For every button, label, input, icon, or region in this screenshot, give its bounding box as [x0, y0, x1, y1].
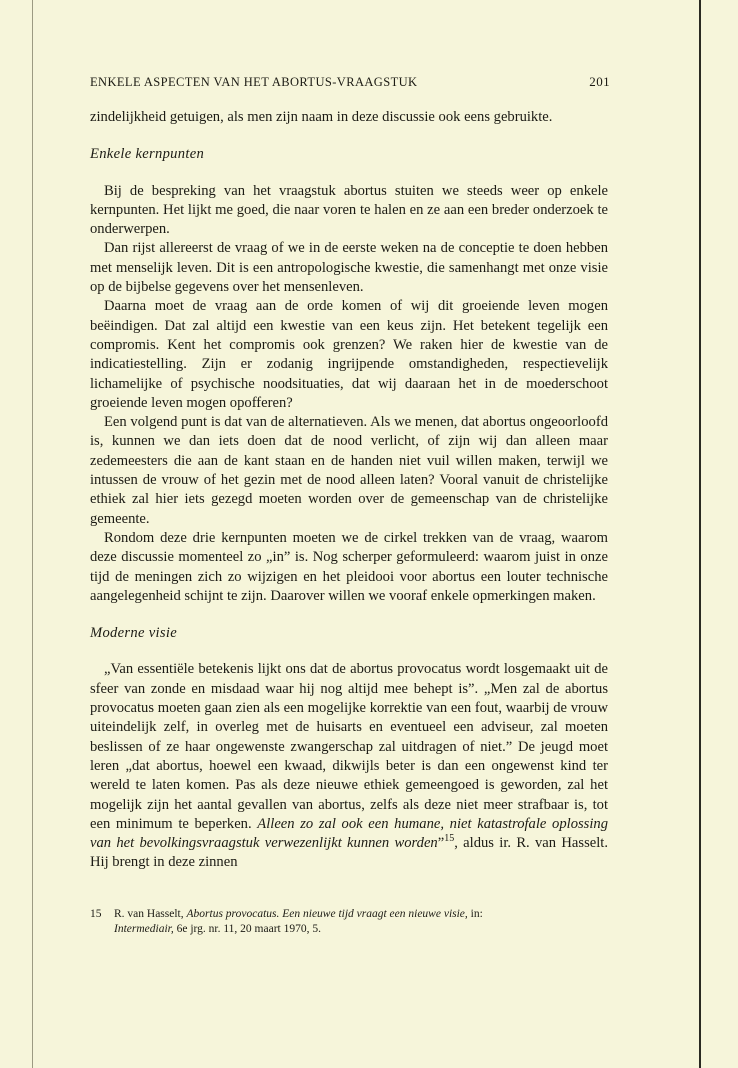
footnote-details: 6e jrg. nr. 11, 20 maart 1970, 5. — [173, 922, 321, 935]
running-title: ENKELE ASPECTEN VAN HET ABORTUS-VRAAGSTUK — [90, 75, 418, 89]
paragraph-6-text: „Van essentiële betekenis lijkt ons dat de abortus provocatus wordt losgemaakt uit de sfeer van zonde en misdaad waar hij nog altijd mee behept is”. „Men zal de abortus provocatus moeten gaan zien als een mogelijke korrektie van een fout, waarbij de vrouw uiteindelijk zelf, in overleg met de huisarts en eventueel een adviseur, zal moeten beslissen of ze haar ongewenste zwangerschap zal uitdragen of niet.” De jeugd moet leren „dat abortus, hoewel een kwaad, dikwijls beter is dan een ongewenst kind ter wereld te laten komen. Pas als deze nieuwe ethiek gemeengoed is geworden, zal het mogelijk zijn het aantal gevallen van abortus, zelfs als deze niet meer strafbaar is, tot een minimum te beperken. — [90, 661, 608, 832]
footnote-journal: Intermediair, — [114, 922, 174, 935]
paragraph-3: Daarna moet de vraag aan de orde komen of wij dit groeiende leven mogen beëindigen. Dat zal altijd een kwestie van een keus zijn. Het betekent tegelijk een compromis. Kent het compromis ook grenzen? We raken hier de kwestie van de indicatiestelling. Zijn er zodanig ingrijpende omstandigheden, respectievelijk lichamelijke of psychische noodsituaties, dat wij daaraan het in de moederschoot groeiende leven mogen opofferen? — [90, 298, 608, 411]
footnote-body — [114, 908, 483, 920]
footnote — [90, 907, 608, 936]
paragraph-2: Dan rijst allereerst de vraag of we in de eerste weken na de conceptie te doen hebben met menselijk leven. Dit is een antropologische kwestie, die samenhangt met onze visie op de bijbelse gegevens over het mensenleven. — [90, 240, 608, 296]
footnote-in: in: — [467, 908, 483, 920]
footnote-author: R. van Hasselt, — [114, 908, 184, 920]
paragraph-6-quote-close: ” — [437, 835, 445, 852]
page-right-edge — [699, 0, 701, 1068]
running-header — [90, 74, 610, 90]
footnote-reference[interactable]: 15 — [444, 833, 455, 845]
footnote-number: 15 — [90, 908, 102, 920]
section-title-moderne-visie: Moderne visie — [90, 625, 177, 642]
footnote-continuation — [90, 922, 608, 937]
paragraph-continuation: zindelijkheid getuigen, als men zijn naam in deze discussie ook eens gebruikte. — [90, 109, 553, 125]
paragraph-6-tail: , aldus ir. R. van Hasselt. Hij brengt in deze zinnen — [90, 835, 608, 871]
paragraph-4: Een volgend punt is dat van de alternatieven. Als we menen, dat abortus ongeoorloofd is, kunnen we dan iets doen dat de nood verlicht, of zijn wij dan alleen maar zedemeesters die aan de kant staan en de handen niet vuil willen maken, terwijl we intussen de vrouw of het gezin met de nood alleen laten? Vooral vanuit de christelijke ethiek zal hier iets gezegd moeten worden over de gemeenschap van de christelijke gemeente. — [90, 414, 608, 527]
body-text — [90, 108, 608, 873]
section-title-kernpunten: Enkele kernpunten — [90, 146, 205, 163]
paragraph-6 — [90, 660, 608, 872]
paragraph-6-emphasis: Alleen zo zal ook een humane, niet katastrofale oplossing van het bevolkingsvraagstuk verwezenlijkt kunnen worden — [90, 815, 608, 852]
paragraph-1: Bij de bespreking van het vraagstuk abortus stuiten we steeds weer op enkele kernpunten. Het lijkt me goed, die naar voren te halen en ze aan een breder onderzoek te onderwerpen. — [90, 182, 608, 238]
footnote-title: Abortus provocatus. Een nieuwe tijd vraagt een nieuwe visie, — [186, 908, 468, 920]
page-number: 201 — [589, 74, 610, 89]
paragraph-5: Rondom deze drie kernpunten moeten we de cirkel trekken van de vraag, waarom deze discussie momenteel zo „in” is. Nog scherper geformuleerd: waarom juist in onze tijd de meningen zich zo wijzigen en het pleidooi voor abortus een louter technische aangelegenheid schijnt te zijn. Daarover willen we vooraf enkele opmerkingen maken. — [90, 529, 608, 604]
page-left-edge — [32, 0, 33, 1068]
